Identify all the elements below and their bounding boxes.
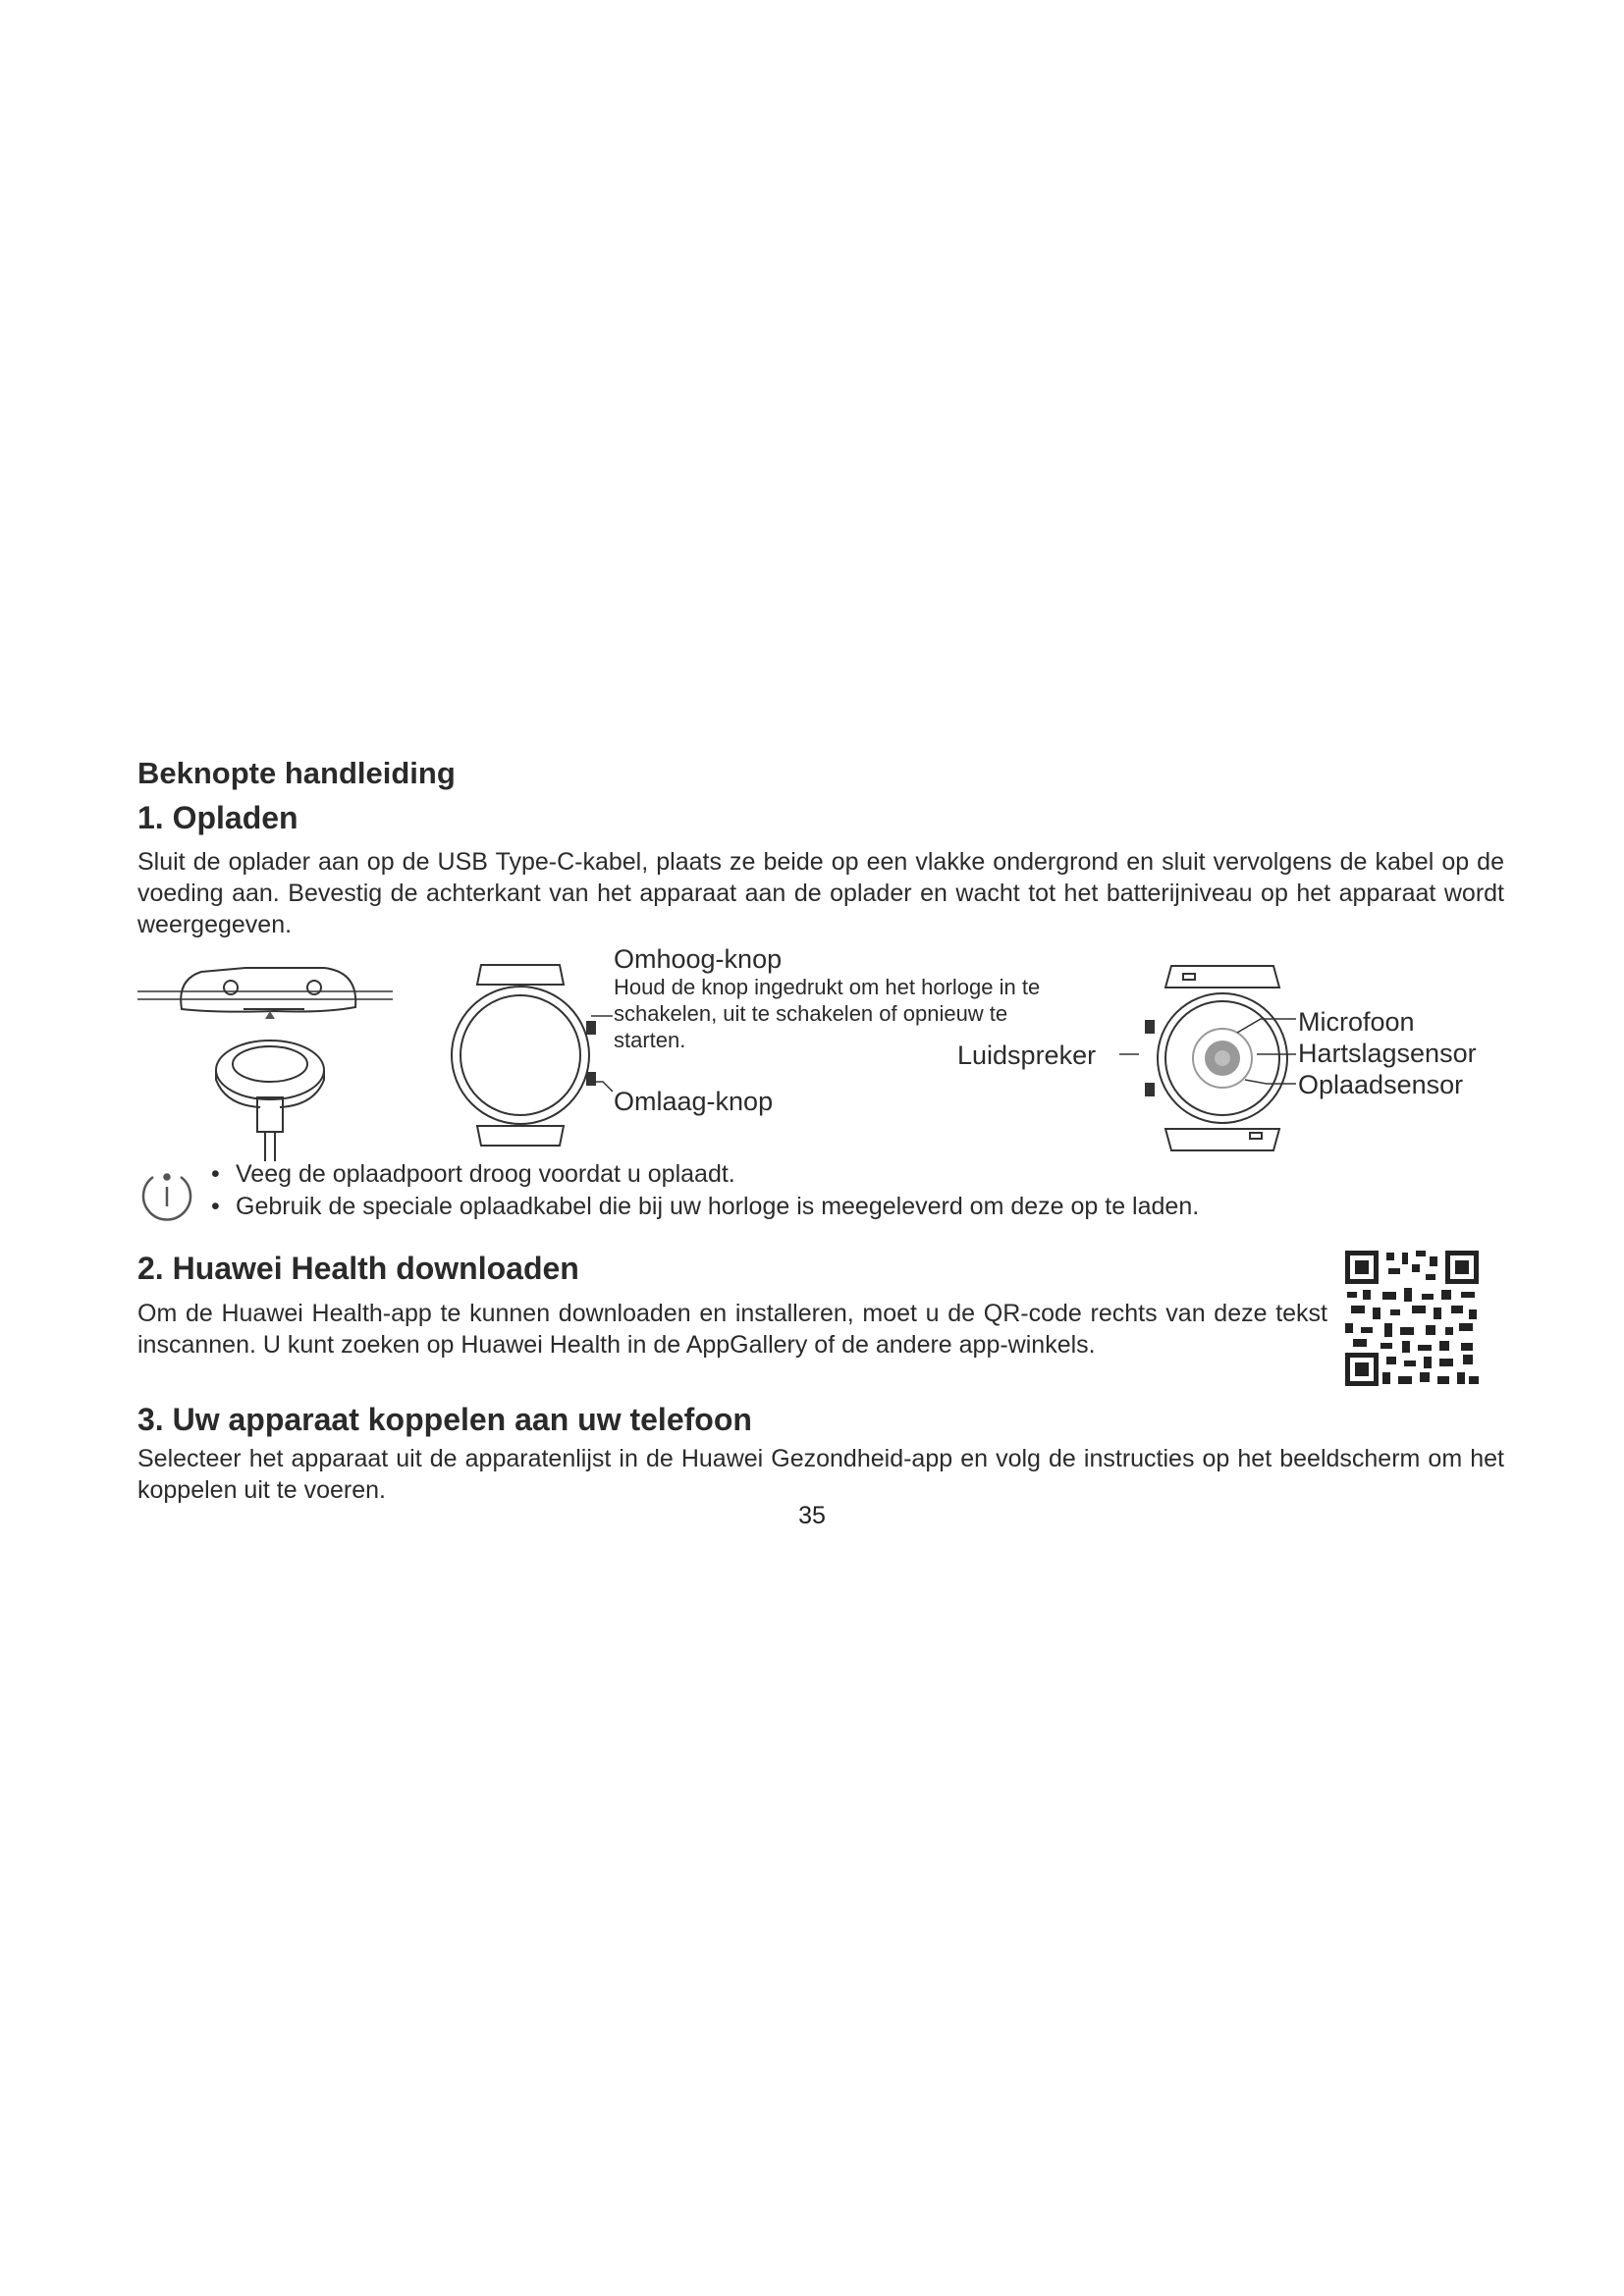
section-1-heading: 1. Opladen <box>137 800 298 835</box>
document-title: Beknopte handleiding <box>137 756 456 790</box>
section-2-heading: 2. Huawei Health downloaden <box>137 1251 579 1286</box>
down-button-label: Omlaag-knop <box>614 1087 774 1116</box>
watch-front-illustration <box>442 957 599 1153</box>
section-1-body: Sluit de oplader aan op de USB Type-C-kabel, plaats ze beide op een vlakke ondergrond en sluit vervolgens de kabel op de voeding aan. Bevestig de achterkant van het apparaat aan de oplader en wacht tot het batterijniveau op het apparaat wordt weergegeven. <box>137 848 1504 938</box>
charging-sensor-label: Oplaadsensor <box>1298 1070 1464 1099</box>
up-button-description: Houd de knop ingedrukt om het horloge in te schakelen, uit te schakelen of opnieuw te starten. <box>614 975 1041 1052</box>
callout-lines-back <box>1119 1011 1316 1119</box>
note-item: • Gebruik de speciale oplaadkabel die bij uw horloge is meegeleverd om deze op te laden. <box>211 1191 1199 1223</box>
heart-rate-sensor-label: Hartslagsensor <box>1298 1039 1477 1068</box>
info-icon <box>139 1165 194 1220</box>
section-2-body: Om de Huawei Health-app te kunnen downloaden en installeren, moet u de QR-code rechts van deze tekst inscannen. U kunt zoeken op Huawei Health in de AppGallery of de andere app-winkels. <box>137 1300 1327 1359</box>
qr-code-icon[interactable] <box>1343 1249 1481 1388</box>
charger-illustration <box>128 950 412 1166</box>
section-3-heading: 3. Uw apparaat koppelen aan uw telefoon <box>137 1402 752 1437</box>
section-3-body: Selecteer het apparaat uit de apparatenlijst in de Huawei Gezondheid-app en volg de instructies op het beeldscherm om het koppelen uit te voeren. <box>137 1445 1504 1504</box>
speaker-label: Luidspreker <box>957 1041 1097 1070</box>
notes-list <box>211 1158 1199 1223</box>
up-button-label: Omhoog-knop <box>614 944 783 974</box>
microphone-label: Microfoon <box>1298 1007 1415 1037</box>
note-item: • Veeg de oplaadpoort droog voordat u oplaadt. <box>211 1158 1199 1191</box>
page-number: 35 <box>798 1502 826 1529</box>
